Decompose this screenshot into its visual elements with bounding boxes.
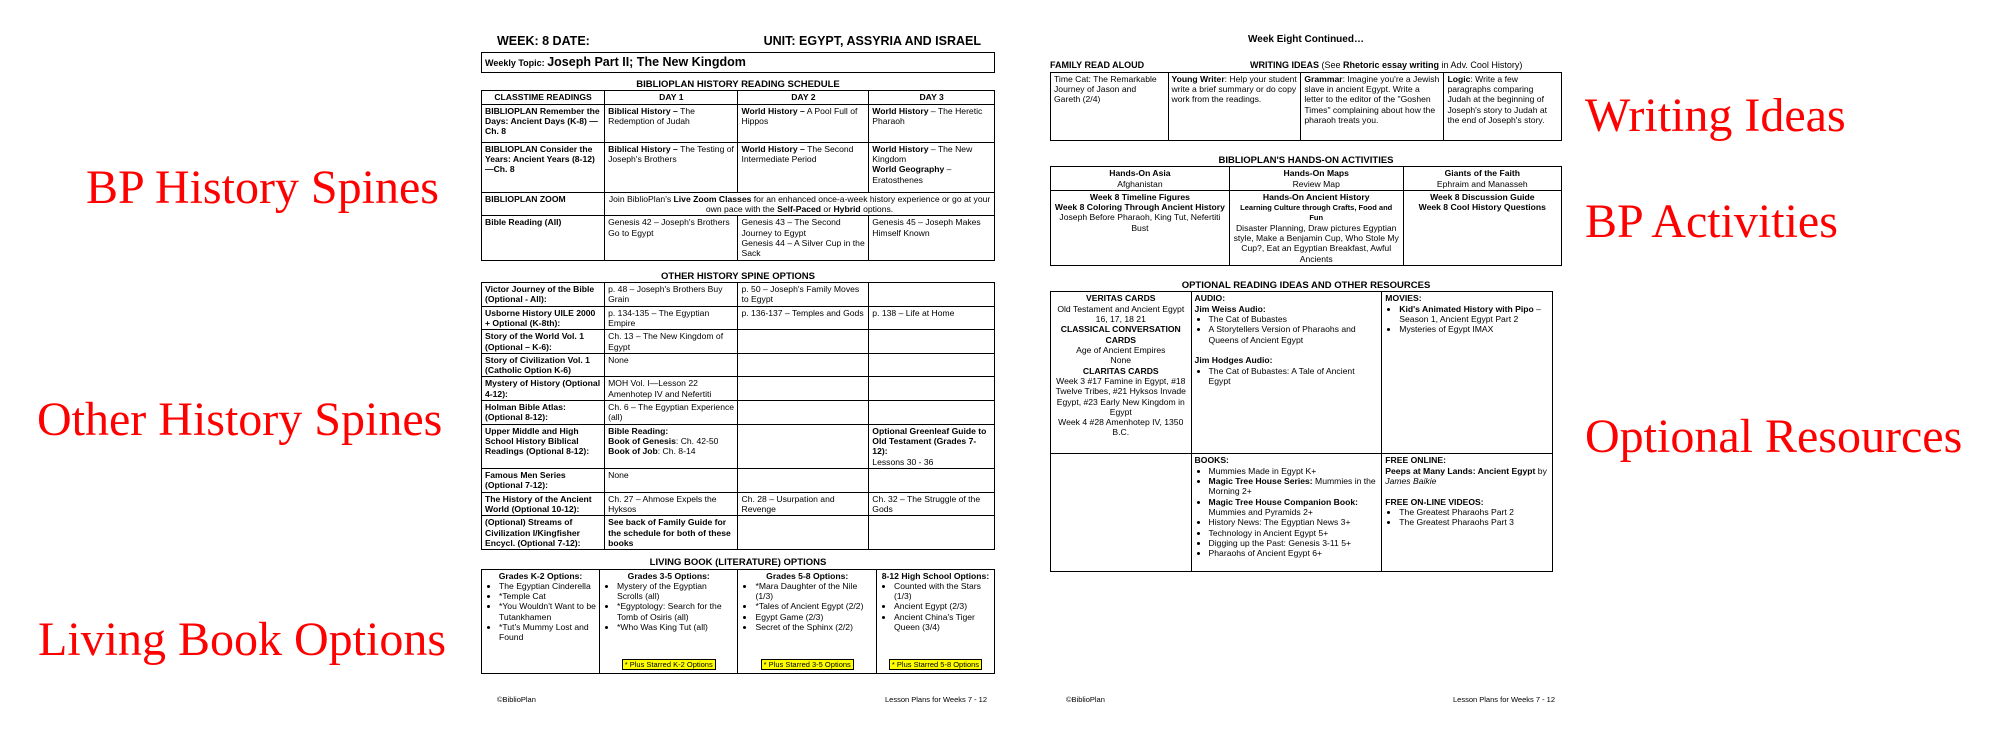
- grade-heading: Grades K-2 Options:: [498, 570, 583, 581]
- table-cell: Genesis 42 – Joseph's Brothers Go to Egypt: [605, 216, 738, 260]
- schedule-title: BIBLIOPLAN HISTORY READING SCHEDULE: [636, 79, 840, 90]
- table-cell: [869, 516, 995, 550]
- row-label: Usborne History UILE 2000 + Optional (K-8th):: [482, 306, 605, 330]
- table-cell: [869, 353, 995, 377]
- table-row: [1051, 292, 1553, 454]
- table-cell: Ch. 13 – The New Kingdom of Egypt: [605, 330, 738, 354]
- starred-note: * Plus Starred K-2 Options: [622, 659, 716, 670]
- table-row: [1051, 190, 1562, 265]
- table-cell: [869, 401, 995, 425]
- writing-ideas-label: WRITING IDEAS (See Rhetoric essay writing in Adv. Cool History): [1250, 60, 1523, 70]
- list-item: • Technology in Ancient Egypt 5+: [1209, 528, 1379, 538]
- table-cell: Ch. 6 – The Egyptian Experience (all): [605, 401, 738, 425]
- logic-cell: Logic: Write a few paragraphs comparing Judah at the beginning of Joseph's story to Judah at the end of Joseph's story.: [1444, 72, 1562, 140]
- other-history-spines-table: [481, 282, 995, 550]
- table-cell: Bible Reading: Book of Genesis: Ch. 42-50 Book of Job: Ch. 8-14: [605, 424, 738, 468]
- table-cell: [869, 377, 995, 401]
- table-row: [482, 282, 995, 306]
- right-footer-copyright: ©BiblioPlan: [1066, 695, 1105, 704]
- row-label: BIBLIOPLAN Consider the Years: Ancient Years (8-12)—Ch. 8: [482, 142, 605, 192]
- row-label: Holman Bible Atlas: (Optional 8-12):: [482, 401, 605, 425]
- week-header: [497, 34, 981, 49]
- col-header: DAY 3: [869, 91, 995, 104]
- table-cell: Ch. 32 – The Struggle of the Gods: [869, 492, 995, 516]
- table-cell: Giants of the Faith Ephraim and Manasseh: [1403, 167, 1561, 191]
- schedule-header-row: [482, 91, 995, 104]
- living-book-column: [876, 569, 994, 673]
- table-row: [482, 401, 995, 425]
- table-cell: Ch. 27 – Ahmose Expels the Hyksos: [605, 492, 738, 516]
- table-cell: [738, 424, 869, 468]
- table-cell: [738, 353, 869, 377]
- list-item: • *Mara Daughter of the Nile (1/3): [755, 581, 873, 602]
- left-footer-copyright: ©BiblioPlan: [497, 695, 536, 704]
- table-cell: [738, 377, 869, 401]
- list-item: • *Egyptology: Search for the Tomb of Osiris (all): [617, 601, 735, 622]
- list-item: • Counted with the Stars (1/3): [894, 581, 991, 602]
- table-row: [482, 377, 995, 401]
- list-item: • Magic Tree House Series: Mummies in the Morning 2+: [1209, 476, 1379, 497]
- list-item: • The Egyptian Cinderella: [499, 581, 596, 591]
- other-spines-title: OTHER HISTORY SPINE OPTIONS: [661, 270, 815, 282]
- table-cell: None: [605, 468, 738, 492]
- row-label: Mystery of History (Optional 4-12):: [482, 377, 605, 401]
- week-date-label: WEEK: 8 DATE:: [497, 34, 590, 48]
- grade-heading: 8-12 High School Options:: [881, 570, 990, 581]
- table-cell: MOH Vol. I—Lesson 22 Amenhotep IV and Nefertiti: [605, 377, 738, 401]
- table-row: [482, 142, 995, 192]
- table-cell: Hands-On Maps Review Map: [1229, 167, 1403, 191]
- table-cell: World History – A Pool Full of Hippos: [738, 104, 869, 142]
- list-item: • *You Wouldn't Want to be Tutankhamen: [499, 601, 596, 622]
- table-row: [482, 353, 995, 377]
- movies-cell: MOVIES: • Kid's Animated History with Pipo – Season 1, Ancient Egypt Part 2 • Mysteries of Egypt IMAX: [1382, 292, 1553, 454]
- row-label: Bible Reading (All): [482, 216, 605, 260]
- list-item: • Magic Tree House Companion Book: Mummies and Pyramids 2+: [1209, 497, 1379, 518]
- label-optional-resources: Optional Resources: [1585, 410, 1963, 463]
- table-cell: [1051, 454, 1192, 572]
- left-lesson-page: [481, 34, 995, 674]
- label-bp-history-spines: BP History Spines: [86, 161, 439, 214]
- weekly-topic-label: Weekly Topic:: [485, 58, 545, 68]
- table-row: [482, 492, 995, 516]
- table-cell: p. 48 – Joseph's Brothers Buy Grain: [605, 282, 738, 306]
- weekly-topic-box: [481, 52, 995, 73]
- table-cell: p. 138 – Life at Home: [869, 306, 995, 330]
- label-writing-ideas: Writing Ideas: [1585, 89, 1846, 142]
- table-row: [482, 216, 995, 260]
- starred-note: * Plus Starred 5-8 Options: [889, 659, 982, 670]
- audio-cell: AUDIO: Jim Weiss Audio: • The Cat of Bubastes • A Storytellers Version of Pharaohs and Queens of Ancient Egypt Jim Hodges Audio: • The Cat of Bubastes: A Tale of Ancient Egypt: [1191, 292, 1382, 454]
- living-book-table: [481, 569, 995, 674]
- free-online-cell: FREE ONLINE: Peeps at Many Lands: Ancient Egypt by James Baikie FREE ON-LINE VIDEOS: • The Greatest Pharaohs Part 2 • The Greatest Pharaohs Part 3: [1382, 454, 1553, 572]
- row-label: Upper Middle and High School History Biblical Readings (Optional 8-12):: [482, 424, 605, 468]
- label-living-book-options: Living Book Options: [38, 613, 447, 666]
- grammar-cell: Grammar: Imagine you're a Jewish slave in ancient Egypt. Write a letter to the editor of the "Goshen Times" complaining about how the pharaoh treats you.: [1301, 72, 1444, 140]
- list-item: • Mummies Made in Egypt K+: [1209, 466, 1379, 476]
- list-item: • Ancient Egypt (2/3): [894, 601, 991, 611]
- table-cell: Hands-On Ancient History Learning Culture through Crafts, Food and Fun Disaster Planning, Draw pictures Egyptian style, Make a Benjamin Cup, Who Stole My Cup?, Eat an Egyptian Breakfast, Awful Ancients: [1229, 190, 1403, 265]
- table-row: [1051, 167, 1562, 191]
- table-row: [482, 424, 995, 468]
- weekly-topic: Joseph Part II; The New Kingdom: [547, 55, 746, 69]
- label-bp-activities: BP Activities: [1585, 195, 1838, 248]
- row-label: Story of Civilization Vol. 1 (Catholic Option K-6): [482, 353, 605, 377]
- table-cell: Ch. 28 – Usurpation and Revenge: [738, 492, 869, 516]
- table-row: [482, 330, 995, 354]
- table-cell: p. 134-135 – The Egyptian Empire: [605, 306, 738, 330]
- table-cell: Biblical History – The Redemption of Judah: [605, 104, 738, 142]
- table-cell: [738, 330, 869, 354]
- list-item: • Secret of the Sphinx (2/2): [755, 622, 873, 632]
- family-read-aloud-cell: Time Cat: The Remarkable Journey of Jason and Gareth (2/4): [1051, 72, 1169, 140]
- family-read-aloud-label: FAMILY READ ALOUD: [1050, 60, 1145, 70]
- living-book-column: [599, 569, 738, 673]
- list-item: • *Tales of Ancient Egypt (2/2): [755, 601, 873, 611]
- table-cell: Hands-On Asia Afghanistan: [1051, 167, 1230, 191]
- writing-header: [1050, 60, 1562, 71]
- row-label: The History of the Ancient World (Optional 10-12):: [482, 492, 605, 516]
- table-cell: [738, 516, 869, 550]
- table-row: [1051, 72, 1562, 140]
- table-cell: p. 136-137 – Temples and Gods: [738, 306, 869, 330]
- col-header: CLASSTIME READINGS: [482, 91, 605, 104]
- table-cell: World History – The New Kingdom World Geography – Eratosthenes: [869, 142, 995, 192]
- row-label: Victor Journey of the Bible (Optional - All):: [482, 282, 605, 306]
- table-row: [482, 192, 995, 216]
- table-cell: Genesis 43 – The Second Journey to Egypt Genesis 44 – A Silver Cup in the Sack: [738, 216, 869, 260]
- unit-label: UNIT: EGYPT, ASSYRIA AND ISRAEL: [763, 34, 981, 48]
- list-item: • Egypt Game (2/3): [755, 612, 873, 622]
- row-label: Famous Men Series (Optional 7-12):: [482, 468, 605, 492]
- col-header: DAY 1: [605, 91, 738, 104]
- list-item: • Digging up the Past: Genesis 3-11 5+: [1209, 538, 1379, 548]
- hands-on-title: BIBLIOPLAN'S HANDS-ON ACTIVITIES: [1218, 154, 1394, 166]
- living-book-title: LIVING BOOK (LITERATURE) OPTIONS: [649, 557, 827, 569]
- right-footer-lesson: Lesson Plans for Weeks 7 - 12: [1453, 695, 1555, 704]
- week-continued: Week Eight Continued…: [1248, 34, 1364, 45]
- optional-resources-title: OPTIONAL READING IDEAS AND OTHER RESOURCES: [1181, 280, 1431, 291]
- col-header: DAY 2: [738, 91, 869, 104]
- list-item: • Ancient China's Tiger Queen (3/4): [894, 612, 991, 633]
- row-label: Story of the World Vol. 1 (Optional – K-6):: [482, 330, 605, 354]
- list-item: • *Who Was King Tut (all): [617, 622, 735, 632]
- table-cell: World History – The Heretic Pharaoh: [869, 104, 995, 142]
- table-cell: Week 8 Timeline Figures Week 8 Coloring Through Ancient History Joseph Before Pharaoh, King Tut, Nefertiti Bust: [1051, 190, 1230, 265]
- list-item: • Mystery of the Egyptian Scrolls (all): [617, 581, 735, 602]
- table-cell: [869, 330, 995, 354]
- table-cell: See back of Family Guide for the schedule for both of these books: [605, 516, 738, 550]
- table-cell: Week 8 Discussion Guide Week 8 Cool History Questions: [1403, 190, 1561, 265]
- label-other-history-spines: Other History Spines: [37, 393, 443, 446]
- row-label: BIBLIOPLAN ZOOM: [482, 192, 605, 216]
- starred-note: * Plus Starred 3-5 Options: [761, 659, 854, 670]
- list-item: • Pharaohs of Ancient Egypt 6+: [1209, 548, 1379, 558]
- table-cell: [738, 401, 869, 425]
- table-cell: [738, 468, 869, 492]
- left-footer-lesson: Lesson Plans for Weeks 7 - 12: [885, 695, 987, 704]
- optional-resources-table: [1050, 291, 1553, 572]
- table-row: [482, 516, 995, 550]
- books-cell: BOOKS: • Mummies Made in Egypt K+ • Magic Tree House Series: Mummies in the Morning 2+ • Magic Tree House Companion Book: Mummies and Pyramids 2+ • History News: The Egyptian News 3+ • Technology in Ancient Egypt 5+ • Digging up the Past: Genesis 3-11 5+ • Pharaohs of Ancient Egypt 6+: [1191, 454, 1382, 572]
- right-lesson-page: [1050, 34, 1562, 572]
- table-row: [482, 569, 995, 673]
- table-cell: p. 50 – Joseph's Family Moves to Egypt: [738, 282, 869, 306]
- list-item: • History News: The Egyptian News 3+: [1209, 517, 1379, 527]
- living-book-column: [482, 569, 600, 673]
- writing-ideas-table: [1050, 72, 1562, 141]
- table-cell: Biblical History – The Testing of Joseph's Brothers: [605, 142, 738, 192]
- table-cell: [869, 282, 995, 306]
- table-row: [482, 468, 995, 492]
- table-row: [482, 306, 995, 330]
- table-cell: [869, 468, 995, 492]
- cards-cell: VERITAS CARDS Old Testament and Ancient Egypt 16, 17, 18 21 CLASSICAL CONVERSATION CARDS Age of Ancient Empires None CLARITAS CARDS Week 3 #17 Famine in Egypt, #18 Twelve Tribes, #21 Hyksos Invade Egypt, #23 Early New Kingdom in Egypt Week 4 #28 Amenhotep IV, 1350 B.C.: [1051, 292, 1192, 454]
- young-writer-cell: Young Writer: Help your student write a brief summary or do copy work from the readings.: [1168, 72, 1301, 140]
- table-cell: None: [605, 353, 738, 377]
- table-row: [1051, 454, 1553, 572]
- table-row: [482, 104, 995, 142]
- row-label: (Optional) Streams of Civilization I/Kingfisher Encycl. (Optional 7-12):: [482, 516, 605, 550]
- zoom-cell: Join BiblioPlan's Live Zoom Classes for an enhanced once-a-week history experience or go at your own pace with the Self-Paced or Hybrid options.: [605, 192, 995, 216]
- list-item: • *Temple Cat: [499, 591, 596, 601]
- list-item: • *Tut's Mummy Lost and Found: [499, 622, 596, 643]
- history-reading-schedule: [481, 90, 995, 260]
- row-label: BIBLIOPLAN Remember the Days: Ancient Days (K-8) —Ch. 8: [482, 104, 605, 142]
- hands-on-activities-table: [1050, 166, 1562, 266]
- grade-heading: Grades 5-8 Options:: [766, 570, 849, 581]
- living-book-column: [738, 569, 877, 673]
- table-cell: Optional Greenleaf Guide to Old Testament (Grades 7-12): Lessons 30 - 36: [869, 424, 995, 468]
- table-cell: World History – The Second Intermediate Period: [738, 142, 869, 192]
- table-cell: Genesis 45 – Joseph Makes Himself Known: [869, 216, 995, 260]
- grade-heading: Grades 3-5 Options:: [627, 570, 710, 581]
